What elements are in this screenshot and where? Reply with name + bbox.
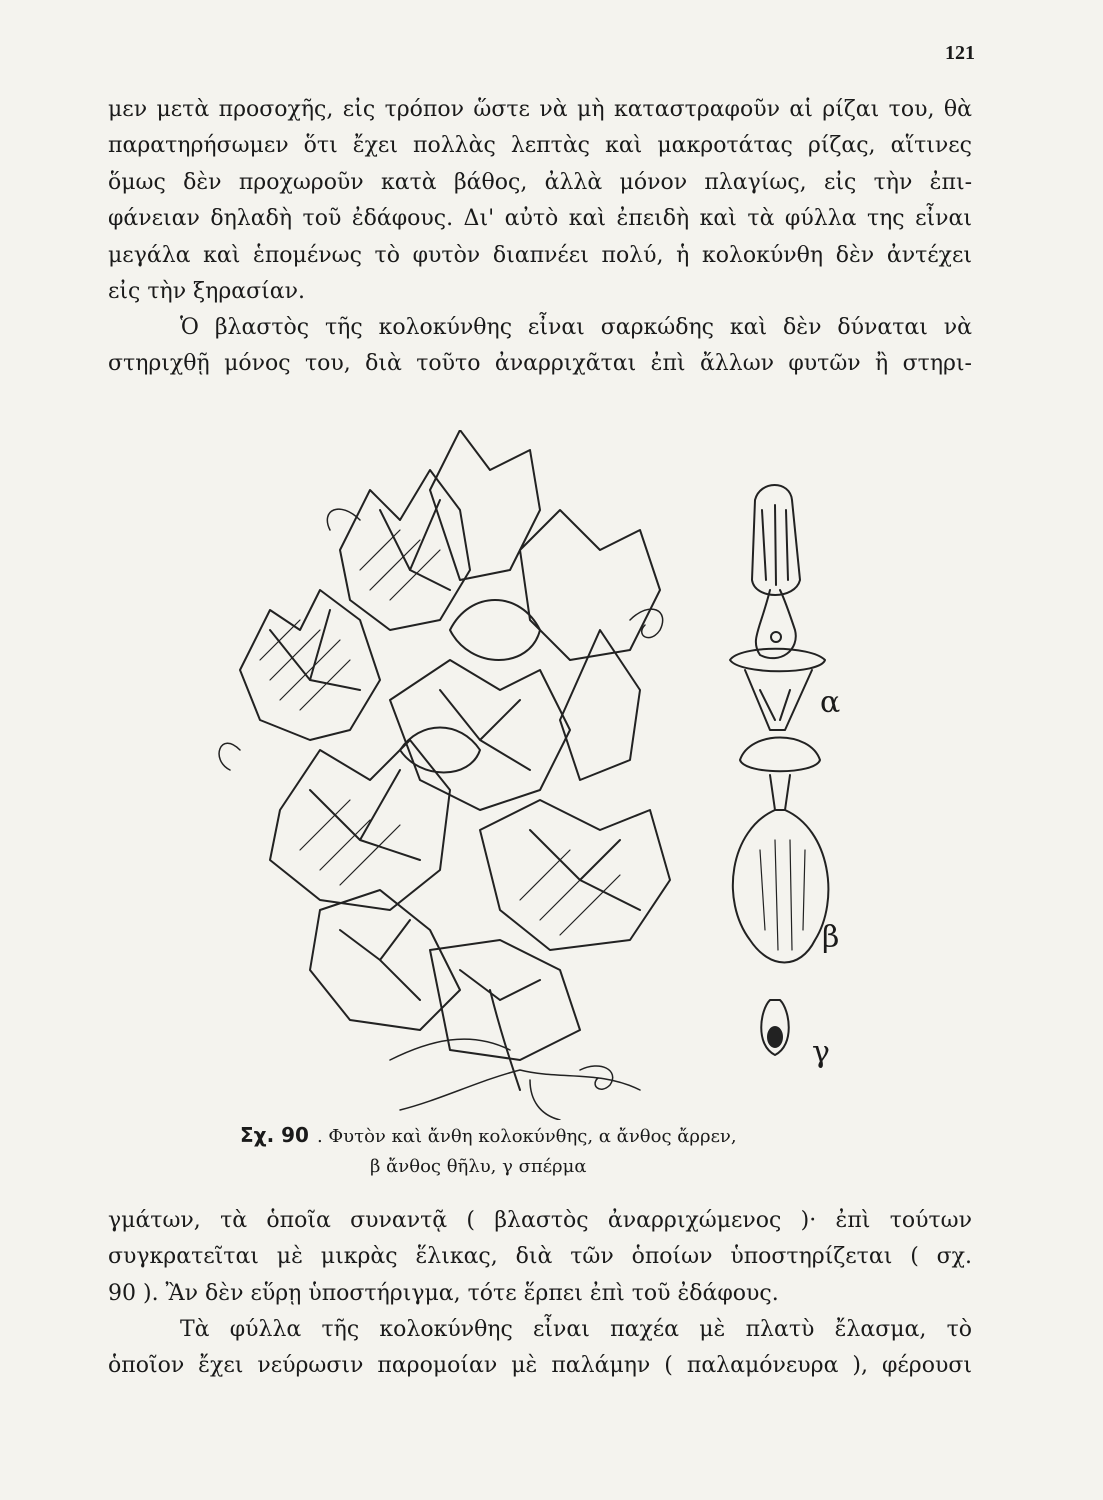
- paragraph-leaves: [108, 1312, 972, 1385]
- text-line: στηριχθῇ μόνος του, διὰ τοῦτο ἀναρριχᾶται ἐπὶ ἄλλων φυτῶν ἢ στηρι-: [108, 351, 972, 377]
- text-line: γμάτων, τὰ ὁποῖα συναντᾷ ( βλαστὸς ἀναρριχώμενος )· ἐπὶ τούτων: [108, 1208, 972, 1233]
- text-line: μεγάλα καὶ ἑπομένως τὸ φυτὸν διαπνέει πολύ, ἡ κολοκύνθη δὲν ἀντέχει: [108, 242, 972, 268]
- flower: [450, 600, 540, 660]
- figure-number: Σχ. 90: [240, 1123, 309, 1147]
- text-line: συγκρατεῖται μὲ μικρὰς ἕλικας, διὰ τῶν ὁποίων ὑποστηρίζεται ( σχ.: [108, 1244, 972, 1270]
- leaf: [270, 740, 450, 910]
- caption-line: β ἄνθος θῆλυ, γ σπέρμα: [370, 1156, 587, 1177]
- text-line: ὅμως δὲν προχωροῦν κατὰ βάθος, ἀλλὰ μόνον πλαγίως, εἰς τὴν ἐπι-: [108, 169, 972, 195]
- text-line: μεν μετὰ προσοχῆς, εἰς τρόπον ὥστε νὰ μὴ καταστραφοῦν αἱ ρίζαι του, θὰ: [108, 97, 972, 122]
- text-line: παρατηρήσωμεν ὅτι ἔχει πολλὰς λεπτὰς καὶ μακροτάτας ρίζας, αἵτινες: [108, 133, 972, 159]
- text-line: 90 ). Ἂν δὲν εὕρῃ ὑποστήριγμα, τότε ἕρπει ἐπὶ τοῦ ἐδάφους.: [108, 1280, 779, 1306]
- label-alpha: α: [820, 685, 841, 720]
- tendril: [219, 743, 240, 770]
- figure-caption: [240, 1120, 880, 1182]
- caption-line: . Φυτὸν καὶ ἄνθη κολοκύνθης, α ἄνθος ἄρρεν,: [316, 1126, 737, 1147]
- root: [390, 1039, 640, 1120]
- paragraph-support: [108, 1203, 972, 1312]
- text-line: φάνειαν δηλαδὴ τοῦ ἐδάφους. Δι' αὐτὸ καὶ ἐπειδὴ καὶ τὰ φύλλα της εἶναι: [108, 206, 972, 232]
- male-flower-alpha: [730, 485, 825, 730]
- text-line: ὁποῖον ἔχει νεύρωσιν παρομοίαν μὲ παλάμην ( παλαμόνευρα ), φέρουσι: [108, 1353, 972, 1379]
- female-flower-beta: [733, 738, 829, 963]
- label-gamma: γ: [812, 1035, 830, 1070]
- leaf: [240, 590, 380, 740]
- leaf: [560, 630, 640, 780]
- leaf: [390, 660, 570, 810]
- seed-gamma: [761, 1000, 789, 1055]
- paragraph-stem: [108, 310, 972, 383]
- paragraph-roots: [108, 92, 972, 310]
- page-number: 121: [945, 42, 975, 64]
- pumpkin-plant-figure: [200, 430, 960, 1120]
- leaf: [310, 890, 460, 1030]
- label-beta: β: [822, 920, 840, 955]
- text-line: Ὁ βλαστὸς τῆς κολοκύνθης εἶναι σαρκώδης καὶ δὲν δύναται νὰ: [180, 315, 972, 340]
- flower: [400, 728, 480, 773]
- leaf: [430, 430, 540, 580]
- text-line: Τὰ φύλλα τῆς κολοκύνθης εἶναι παχέα μὲ πλατὺ ἔλασμα, τὸ: [180, 1317, 972, 1342]
- pumpkin-plant-illustration: [200, 430, 960, 1120]
- leaf: [520, 510, 660, 660]
- text-line: εἰς τὴν ξηρασίαν.: [108, 279, 306, 305]
- tendril: [630, 609, 663, 638]
